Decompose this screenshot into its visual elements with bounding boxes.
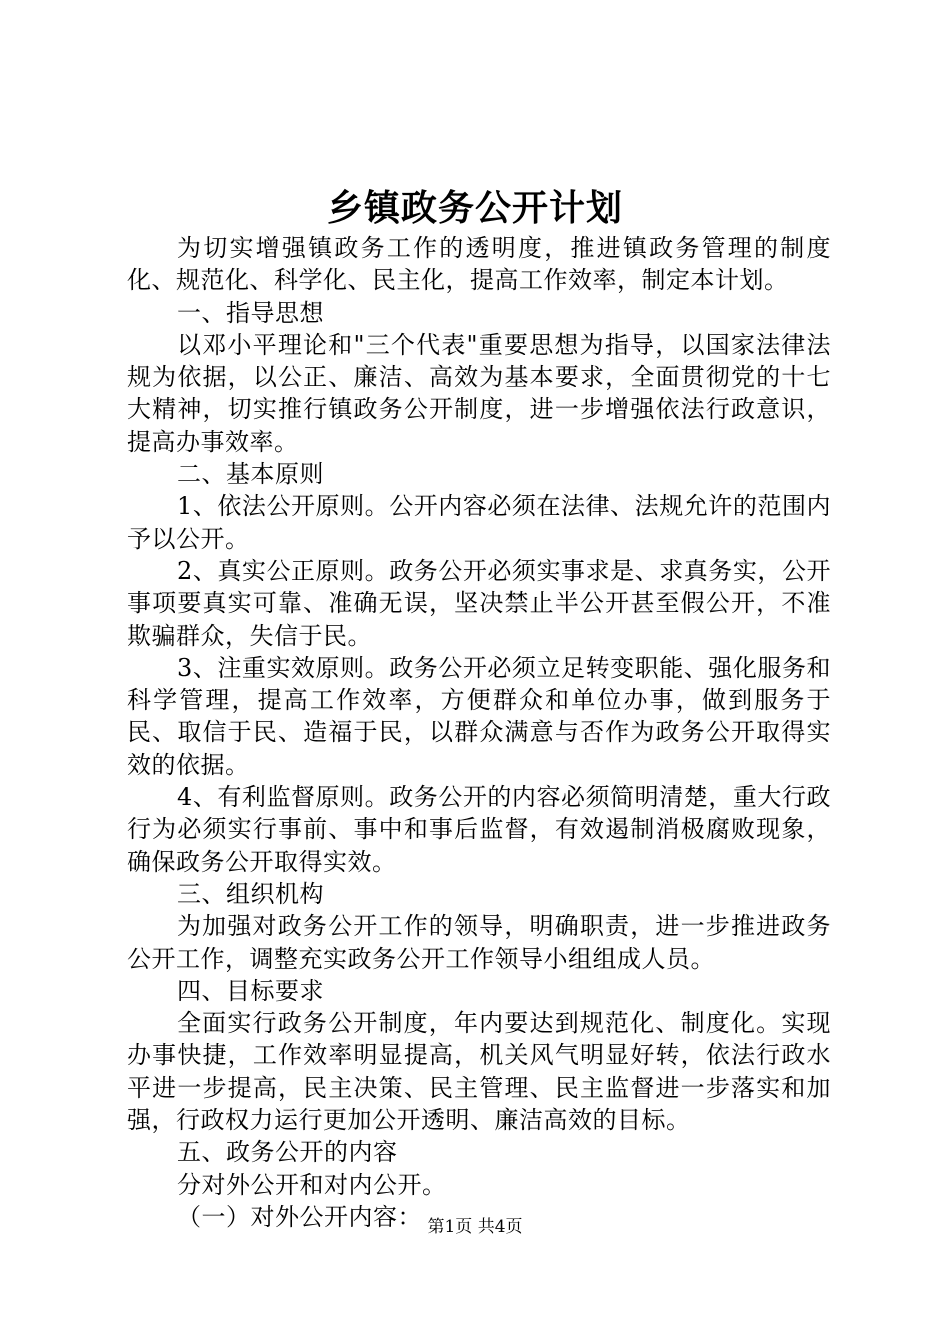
- document-title: 乡镇政务公开计划: [326, 187, 623, 229]
- paragraph-principle-4: 4、有利监督原则。政务公开的内容必须简明清楚，重大行政行为必须实行事前、事中和事后监督，有效遏制消极腐败现象，确保政务公开取得实效。: [127, 783, 831, 876]
- section-heading-1: 一、指导思想: [177, 298, 324, 327]
- paragraph-intro: 为切实增强镇政务工作的透明度，推进镇政务管理的制度化、规范化、科学化、民主化，提高工作效率，制定本计划。: [127, 234, 831, 295]
- paragraph-goals: 全面实行政务公开制度，年内要达到规范化、制度化。实现办事快捷，工作效率明显提高，机关风气明显好转，依法行政水平进一步提高，民主决策、民主管理、民主监督进一步落实和加强，行政权力运行更加公开透明、廉洁高效的目标。: [127, 1009, 831, 1135]
- paragraph-content-split: 分对外公开和对内公开。: [177, 1170, 447, 1199]
- subsection-heading-external: （一）对外公开内容：: [177, 1202, 422, 1231]
- section-heading-3: 三、组织机构: [177, 879, 324, 908]
- paragraph-principle-3: 3、注重实效原则。政务公开必须立足转变职能、强化服务和科学管理，提高工作效率，方便群众和单位办事，做到服务于民、取信于民、造福于民，以群众满意与否作为政务公开取得实效的依据。: [127, 653, 831, 779]
- section-heading-5: 五、政务公开的内容: [177, 1138, 398, 1167]
- section-heading-4: 四、目标要求: [177, 976, 324, 1005]
- paragraph-principle-2: 2、真实公正原则。政务公开必须实事求是、求真务实，公开事项要真实可靠、准确无误，坚决禁止半公开甚至假公开，不准欺骗群众，失信于民。: [127, 556, 831, 650]
- page-footer: 第1页 共4页: [427, 1217, 523, 1237]
- paragraph-principle-1: 1、依法公开原则。公开内容必须在法律、法规允许的范围内予以公开。: [127, 492, 831, 553]
- document-body: [127, 232, 831, 1233]
- paragraph-organization: 为加强对政务公开工作的领导，明确职责，进一步推进政务公开工作，调整充实政务公开工作领导小组组成人员。: [127, 912, 831, 973]
- paragraph-guiding-thought: 以邓小平理论和"三个代表"重要思想为指导，以国家法律法规为依据，以公正、廉洁、高效为基本要求，全面贯彻党的十七大精神，切实推行镇政务公开制度，进一步增强依法行政意识，提高办事效率。: [127, 330, 831, 456]
- section-heading-2: 二、基本原则: [177, 460, 324, 489]
